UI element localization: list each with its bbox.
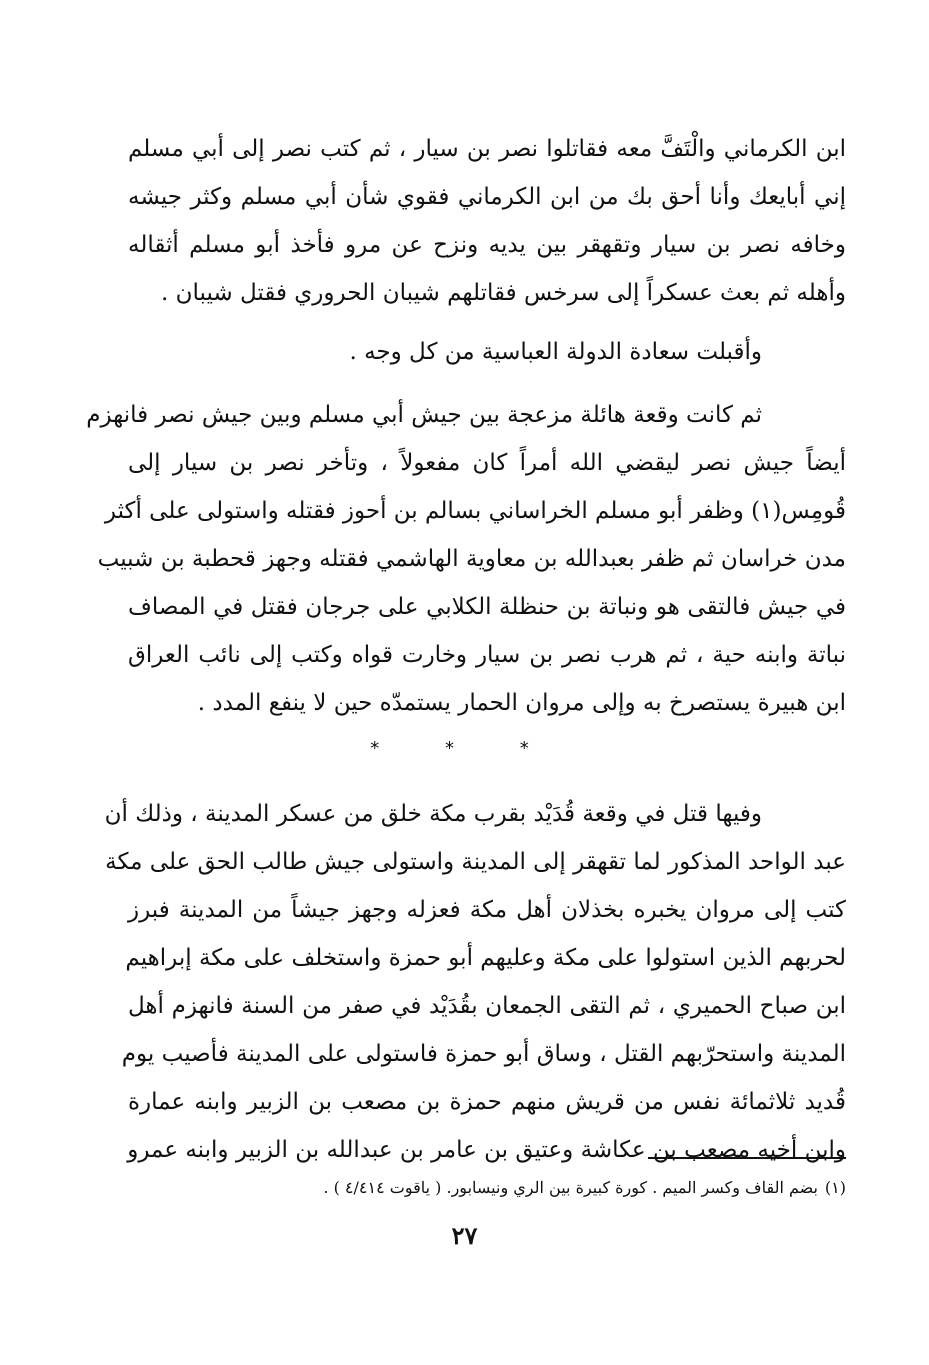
text-line: وأهله ثم بعث عسكراً إلى سرخس فقاتلهم شيبان الحروري فقتل شيبان . xyxy=(161,280,846,306)
text-line: نباتة وابنه حية ، ثم هرب نصر بن سيار وخارت قواه وكتب إلى نائب العراق xyxy=(128,642,846,668)
text-line: مدن خراسان ثم ظفر بعبدالله بن معاوية الهاشمي فقتله وجهز قحطبة بن شبيب xyxy=(97,546,846,572)
paragraph-1 xyxy=(128,125,846,317)
paragraph-2 xyxy=(128,328,846,376)
text-line: المدينة واستحرّبهم القتل ، وساق أبو حمزة فاستولى على المدينة فأصيب يوم xyxy=(121,1041,846,1067)
text-line: وابن أخيه مصعب بن عكاشة وعتيق بن عامر بن عبدالله بن الزبير وابنه عمرو xyxy=(127,1137,846,1163)
text-line: قُديد ثلاثمائة نفس من قريش منهم حمزة بن مصعب بن الزبير وابنه عمارة xyxy=(128,1089,846,1115)
footnote-text: بضم القاف وكسر الميم . كورة كبيرة بين الري ونيسابور. ( ياقوت ٤/٤١٤ ) . xyxy=(323,1178,818,1197)
text-line: وفيها قتل في وقعة قُدَيْد بقرب مكة خلق من عسكر المدينة ، وذلك أن xyxy=(104,801,762,827)
page-number: ٢٧ xyxy=(451,1221,478,1250)
text-line: في جيش فالتقى هو ونباتة بن حنظلة الكلابي على جرجان فقتل في المصاف xyxy=(128,594,846,620)
text-line: ابن هبيرة يستصرخ به وإلى مروان الحمار يستمدّه حين لا ينفع المدد . xyxy=(197,690,846,716)
text-line: قُومِس(١) وظفر أبو مسلم الخراساني بسالم بن أحوز فقتله واستولى على أكثر xyxy=(104,498,846,524)
text-line: لحربهم الذين استولوا على مكة وعليهم أبو حمزة واستخلف على مكة إبراهيم xyxy=(125,945,846,971)
text-line: ابن الكرماني والْتَفَّ معه فقاتلوا نصر بن سيار ، ثم كتب نصر إلى أبي مسلم xyxy=(128,136,846,162)
text-line: عبد الواحد المذكور لما تقهقر إلى المدينة واستولى جيش طالب الحق على مكة xyxy=(105,849,846,875)
text-line: وخافه نصر بن سيار وتقهقر بين يديه ونزح عن مرو فأخذ أبو مسلم أثقاله xyxy=(128,232,846,258)
text-line: وأقبلت سعادة الدولة العباسية من كل وجه . xyxy=(349,339,762,365)
footnote-divider xyxy=(648,1157,846,1159)
text-line: ثم كانت وقعة هائلة مزعجة بين جيش أبي مسلم وبين جيش نصر فانهزم xyxy=(86,402,762,428)
text-line: كتب إلى مروان يخبره بخذلان أهل مكة فعزله وجهز جيشاً من المدينة فبرز xyxy=(128,897,846,923)
text-line: أيضاً جيش نصر ليقضي الله أمراً كان مفعولاً ، وتأخر نصر بن سيار إلى xyxy=(128,450,846,476)
text-line: ابن صباح الحميري ، ثم التقى الجمعان بقُدَيْد في صفر من السنة فانهزم أهل xyxy=(128,993,846,1019)
footnote-marker: (١) xyxy=(824,1178,846,1197)
section-separator: * * * xyxy=(370,738,559,759)
text-line: إني أبايعك وأنا أحق بك من ابن الكرماني فقوي شأن أبي مسلم وكثر جيشه xyxy=(128,184,846,210)
paragraph-3 xyxy=(86,391,846,727)
paragraph-4 xyxy=(104,790,846,1174)
